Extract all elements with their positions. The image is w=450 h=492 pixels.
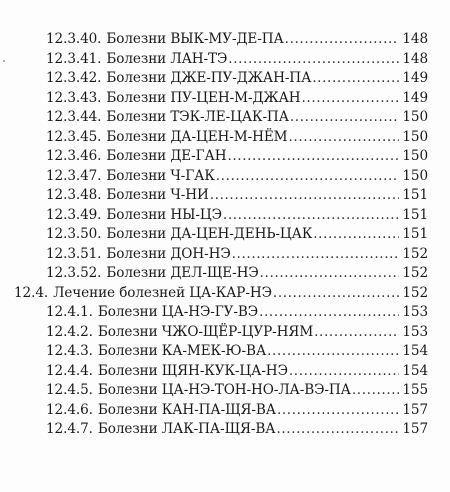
toc-entry-title: Болезни ЧЖО-ЩЁР-ЦУР-НЯМ bbox=[97, 323, 314, 340]
toc-dot-leader bbox=[289, 362, 399, 382]
toc-dot-leader bbox=[285, 30, 400, 50]
toc-entry-title: Болезни НЫ-ЦЭ bbox=[106, 206, 222, 223]
toc-entry-title: Болезни Ч-НИ bbox=[106, 187, 209, 203]
toc-entry bbox=[46, 381, 428, 401]
toc-entry-title: Болезни Ч-ГАК bbox=[106, 167, 215, 184]
toc-entry-title: Болезни КАН-ПА-ЩЯ-ВА bbox=[97, 401, 276, 418]
toc-entry-title: Болезни ВЫК-МУ-ДЕ-ПА bbox=[106, 31, 284, 47]
toc-dot-leader bbox=[313, 225, 399, 245]
toc-entry-page: 150 bbox=[402, 167, 428, 184]
toc-dot-leader bbox=[260, 264, 400, 284]
toc-entry-title: Болезни ДЖЕ-ПУ-ДЖАН-ПА bbox=[106, 70, 312, 86]
toc-entry-page: 151 bbox=[402, 226, 428, 242]
toc-entry bbox=[46, 69, 428, 89]
toc-entry-number: 12.4.4. bbox=[46, 362, 93, 379]
toc-entry-title: Болезни ЩЯН-КУК-ЦА-НЭ bbox=[97, 362, 288, 379]
toc-entry-page: 148 bbox=[402, 31, 428, 47]
toc-entry-page: 151 bbox=[402, 187, 428, 203]
toc-entry-page: 154 bbox=[402, 362, 428, 379]
toc-entry-number: 12.3.44. bbox=[46, 109, 102, 125]
toc-dot-leader bbox=[228, 50, 399, 70]
toc-entry-page: 152 bbox=[402, 245, 428, 262]
toc-entry-number: 12.3.41. bbox=[46, 50, 102, 67]
toc-dot-leader bbox=[210, 186, 400, 206]
toc-entry bbox=[46, 108, 428, 128]
toc-dot-leader bbox=[312, 69, 399, 89]
toc-entry bbox=[46, 128, 428, 148]
toc-entry-title: Болезни ДЕ-ГАН bbox=[106, 148, 227, 164]
toc-entry-title: Болезни ДА-ЦЕН-ДЕНЬ-ЦАК bbox=[106, 226, 313, 242]
toc-entry-title: Болезни ЛАК-ПА-ЩЯ-ВА bbox=[97, 421, 276, 437]
toc-entry-number: 12.4.2. bbox=[46, 323, 93, 340]
toc-entry-page: 154 bbox=[402, 343, 428, 359]
toc-entry bbox=[46, 264, 428, 284]
toc-entry bbox=[46, 225, 428, 245]
toc-entry bbox=[46, 362, 428, 382]
toc-dot-leader bbox=[267, 342, 399, 362]
toc-entry bbox=[46, 323, 428, 343]
toc-entry bbox=[46, 50, 428, 70]
toc-entry-number: 12.3.40. bbox=[46, 31, 102, 47]
toc-dot-leader bbox=[223, 206, 399, 226]
toc-dot-leader bbox=[277, 401, 399, 421]
toc-entry-number: 12.3.51. bbox=[46, 245, 102, 262]
toc-entry bbox=[46, 401, 428, 421]
toc-entry-page: 157 bbox=[402, 401, 428, 418]
toc-entry-number: 12.3.42. bbox=[46, 70, 102, 86]
toc-entry-number: 12.3.46. bbox=[46, 148, 102, 164]
toc-entry-page: 157 bbox=[402, 421, 428, 437]
toc-entry-page: 149 bbox=[402, 89, 428, 106]
toc-entry bbox=[46, 30, 428, 50]
toc-dot-leader bbox=[302, 89, 400, 109]
toc-dot-leader bbox=[273, 284, 399, 304]
toc-entry-number: 12.4.3. bbox=[46, 343, 93, 359]
table-of-contents bbox=[0, 30, 450, 440]
toc-entry-number: 12.3.48. bbox=[46, 187, 102, 203]
toc-entry-title: Болезни ДОН-НЭ bbox=[106, 245, 231, 262]
toc-entry bbox=[46, 147, 428, 167]
toc-entry-title: Болезни ДА-ЦЕН-М-НЁМ bbox=[106, 128, 288, 145]
toc-entry bbox=[46, 420, 428, 440]
toc-entry-title: Болезни КА-МЕК-Ю-ВА bbox=[97, 343, 267, 359]
toc-entry-page: 150 bbox=[402, 148, 428, 164]
toc-entry-number: 12.4. bbox=[14, 284, 49, 301]
toc-entry-number: 12.3.45. bbox=[46, 128, 102, 145]
toc-entry-page: 150 bbox=[402, 128, 428, 145]
toc-entry-page: 153 bbox=[402, 304, 428, 320]
toc-entry-number: 12.3.52. bbox=[46, 265, 102, 281]
toc-dot-leader bbox=[232, 245, 400, 265]
toc-entry bbox=[46, 89, 428, 109]
toc-entry-page: 151 bbox=[402, 206, 428, 223]
toc-entry-title: Болезни ТЭК-ЛЕ-ЦАК-ПА bbox=[106, 109, 289, 125]
toc-dot-leader bbox=[314, 323, 399, 343]
toc-section-entry bbox=[14, 284, 428, 304]
toc-entry-page: 152 bbox=[402, 284, 428, 301]
toc-entry-number: 12.3.49. bbox=[46, 206, 102, 223]
toc-entry-number: 12.3.47. bbox=[46, 167, 102, 184]
toc-entry bbox=[46, 342, 428, 362]
toc-entry-number: 12.4.7. bbox=[46, 421, 93, 437]
toc-entry bbox=[46, 245, 428, 265]
toc-dot-leader bbox=[289, 128, 400, 148]
toc-entry-title: Болезни ПУ-ЦЕН-М-ДЖАН bbox=[106, 89, 301, 106]
toc-entry-page: 155 bbox=[402, 382, 428, 398]
toc-entry bbox=[46, 206, 428, 226]
toc-dot-leader bbox=[352, 381, 399, 401]
toc-entry-title: Болезни ДЕЛ-ЩЕ-НЭ bbox=[106, 265, 259, 281]
toc-dot-leader bbox=[276, 420, 399, 440]
toc-entry-page: 153 bbox=[402, 323, 428, 340]
toc-entry-title: Болезни ЛАН-ТЭ bbox=[106, 50, 228, 67]
toc-entry-page: 150 bbox=[402, 109, 428, 125]
toc-dot-leader bbox=[290, 108, 399, 128]
toc-entry-title: Болезни ЦА-НЭ-ТОН-НО-ЛА-ВЭ-ПА bbox=[97, 382, 351, 398]
toc-entry bbox=[46, 167, 428, 187]
toc-entry-page: 149 bbox=[402, 70, 428, 86]
toc-entry-number: 12.4.5. bbox=[46, 382, 93, 398]
toc-entry-number: 12.4.1. bbox=[46, 304, 93, 320]
toc-entry-page: 152 bbox=[402, 265, 428, 281]
toc-entry-page: 148 bbox=[402, 50, 428, 67]
toc-entry bbox=[46, 186, 428, 206]
toc-dot-leader bbox=[216, 167, 400, 187]
toc-entry-number: 12.3.43. bbox=[46, 89, 102, 106]
toc-dot-leader bbox=[259, 303, 399, 323]
toc-entry-number: 12.3.50. bbox=[46, 226, 102, 242]
toc-dot-leader bbox=[227, 147, 399, 167]
toc-entry-title: Болезни ЦА-НЭ-ГУ-ВЭ bbox=[97, 304, 259, 320]
toc-entry bbox=[46, 303, 428, 323]
toc-entry-title: Лечение болезней ЦА-КАР-НЭ bbox=[53, 284, 272, 301]
toc-entry-number: 12.4.6. bbox=[46, 401, 93, 418]
